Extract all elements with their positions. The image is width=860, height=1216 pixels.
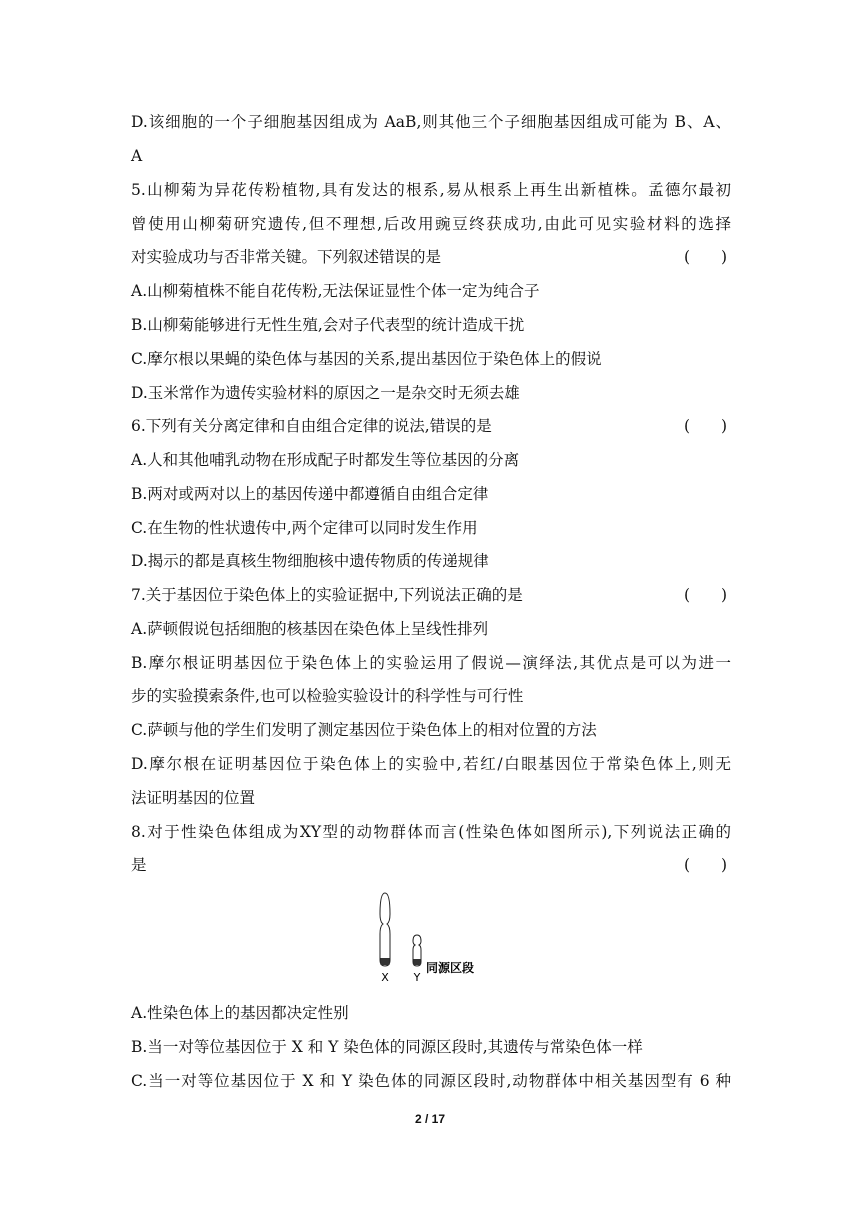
question-5-line-2: 曾使用山柳菊研究遗传,但不理想,后改用豌豆终获成功,由此可见实验材料的选择 xyxy=(131,215,731,233)
q7-option-d-line-2: 法证明基因的位置 xyxy=(131,789,256,807)
q6-option-d: D.揭示的都是真核生物细胞核中遗传物质的传递规律 xyxy=(131,552,489,570)
y-homologous-segment xyxy=(414,959,421,965)
q7-option-d-line-1: D.摩尔根在证明基因位于染色体上的实验中,若红/白眼基因位于常染色体上,则无 xyxy=(131,755,731,773)
q7-option-b-line-1: B.摩尔根证明基因位于染色体上的实验运用了假说—演绎法,其优点是可以为进一 xyxy=(131,654,731,672)
y-label: Y xyxy=(413,971,421,984)
q7-option-a: A.萨顿假说包括细胞的核基因在染色体上呈线性排列 xyxy=(131,620,489,638)
question-6-answer-paren: ( ) xyxy=(684,417,728,435)
question-7-stem: 7.关于基因位于染色体上的实验证据中,下列说法正确的是 xyxy=(131,586,523,604)
question-8-answer-paren: ( ) xyxy=(684,856,728,874)
q5-option-a: A.山柳菊植株不能自花传粉,无法保证显性个体一定为纯合子 xyxy=(131,282,540,300)
q8-option-c: C.当一对等位基因位于 X 和 Y 染色体的同源区段时,动物群体中相关基因型有 6 种 xyxy=(131,1072,731,1090)
question-7-answer-paren: ( ) xyxy=(684,586,728,604)
homologous-region-label: 同源区段 xyxy=(426,961,475,975)
page-number: 2 / 17 xyxy=(414,1112,446,1126)
question-8-stem-line-2: 是 xyxy=(131,856,147,874)
question-8-stem-line-1: 8.对于性染色体组成为XY型的动物群体而言(性染色体如图所示),下列说法正确的 xyxy=(131,823,731,841)
q5-option-c: C.摩尔根以果蝇的染色体与基因的关系,提出基因位于染色体上的假说 xyxy=(131,350,602,368)
x-homologous-segment xyxy=(381,958,390,965)
y-chromosome xyxy=(413,935,421,966)
x-chromosome xyxy=(380,893,390,966)
question-5-answer-paren: ( ) xyxy=(684,248,728,266)
question-6-stem: 6.下列有关分离定律和自由组合定律的说法,错误的是 xyxy=(131,417,492,435)
line-q4-option-d: D.该细胞的一个子细胞基因组成为 AaB,则其他三个子细胞基因组成可能为 B、A、 xyxy=(131,113,731,131)
q6-option-a: A.人和其他哺乳动物在形成配子时都发生等位基因的分离 xyxy=(131,451,520,469)
q6-option-c: C.在生物的性状遗传中,两个定律可以同时发生作用 xyxy=(131,519,478,537)
q8-option-a: A.性染色体上的基因都决定性别 xyxy=(131,1004,349,1022)
question-5-line-1: 5.山柳菊为异花传粉植物,具有发达的根系,易从根系上再生出新植株。孟德尔最初 xyxy=(131,181,731,199)
q6-option-b: B.两对或两对以上的基因传递中都遵循自由组合定律 xyxy=(131,485,489,503)
x-label: X xyxy=(381,971,389,984)
q5-option-d: D.玉米常作为遗传实验材料的原因之一是杂交时无须去雄 xyxy=(131,384,520,402)
question-5-line-3: 对实验成功与否非常关键。下列叙述错误的是 xyxy=(131,248,442,266)
sex-chromosome-diagram xyxy=(370,888,490,984)
q8-option-b: B.当一对等位基因位于 X 和 Y 染色体的同源区段时,其遗传与常染色体一样 xyxy=(131,1038,643,1056)
q7-option-b-line-2: 步的实验摸索条件,也可以检验实验设计的科学性与可行性 xyxy=(131,687,524,705)
line-q4-option-d-cont: A xyxy=(131,147,143,165)
q5-option-b: B.山柳菊能够进行无性生殖,会对子代表型的统计造成干扰 xyxy=(131,316,525,334)
q7-option-c: C.萨顿与他的学生们发明了测定基因位于染色体上的相对位置的方法 xyxy=(131,721,597,739)
